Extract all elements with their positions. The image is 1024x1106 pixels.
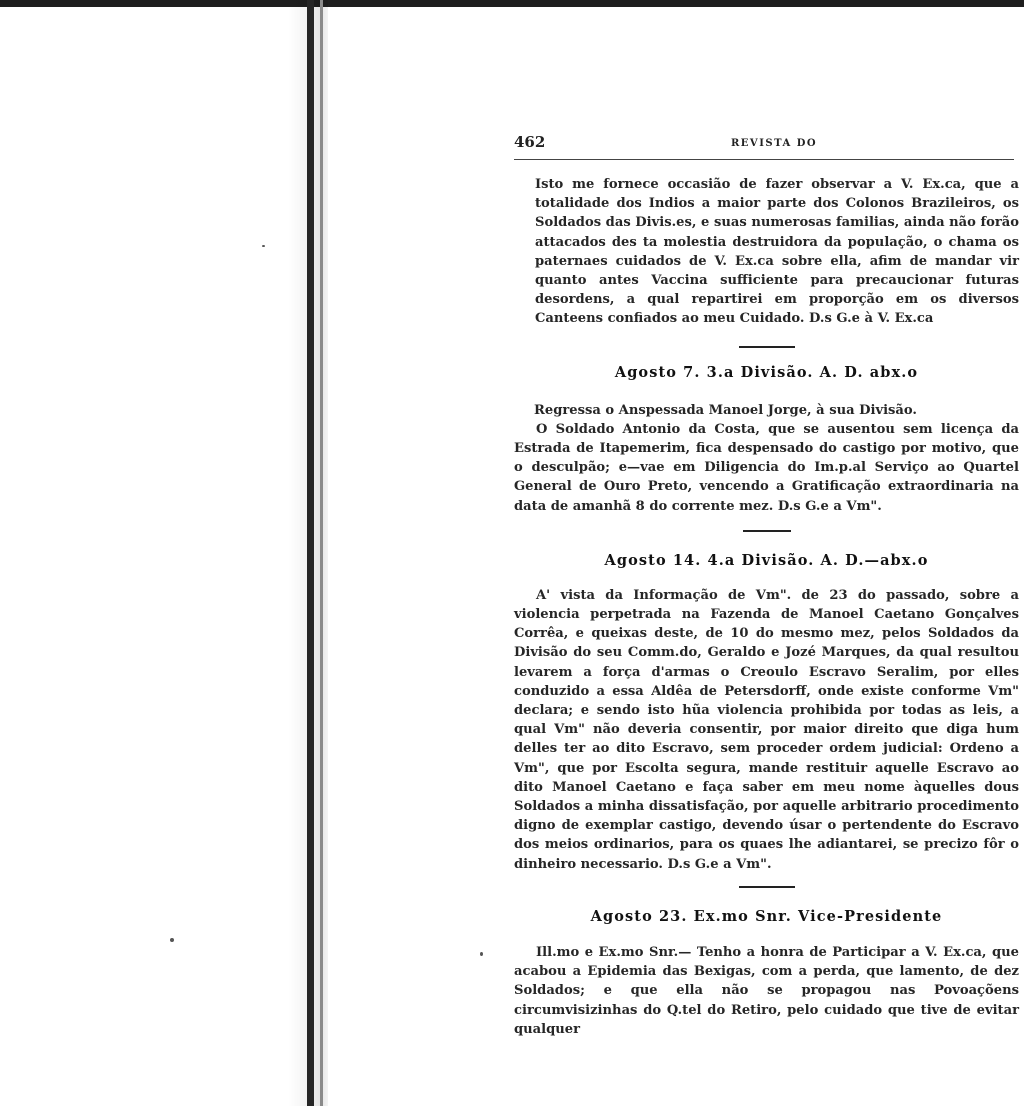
entry-heading: Agosto 14. 4.a Divisão. A. D.—abx.o xyxy=(604,551,929,569)
document-page xyxy=(514,128,1019,1039)
entry-heading: Agosto 7. 3.a Divisão. A. D. abx.o xyxy=(614,363,919,381)
header-rule xyxy=(514,159,1014,160)
scan-speck xyxy=(170,938,174,942)
entry-heading: Agosto 23. Ex.mo Snr. Vice-Presidente xyxy=(590,907,943,925)
page-header xyxy=(514,128,1019,150)
entry-paragraph: Regressa o Anspessada Manoel Jorge, à sua Divisão. xyxy=(534,402,917,418)
page-number: 462 xyxy=(514,133,546,151)
entry-paragraph: O Soldado Antonio da Costa, que se ausentou sem licença da Estrada de Itapemerim, fica despensado do castigo por motivo, que o desculpão; e—vae em Diligencia do Im.p.al Serviço ao Quartel General de Ouro Preto, vencendo a Gratificação extraordinaria na data de amanhã 8 do corrente mez. D.s G.e a Vm". xyxy=(514,421,1019,514)
entry-paragraph: Ill.mo e Ex.mo Snr.— Tenho a honra de Participar a V. Ex.ca, que acabou a Epidemia das Bexigas, com a perda, que lamento, de dez Soldados; e que ella não se propagou nas Povoaçõens circumvisizinhas do Q.tel do Retiro, pelo cuidado que tive de evitar qualquer xyxy=(514,944,1019,1037)
running-head: REVISTA DO xyxy=(731,138,818,149)
book-gutter-edge xyxy=(320,0,323,1106)
entry-paragraph: A' vista da Informação de Vm". de 23 do passado, sobre a violencia perpetrada na Fazenda de Manoel Caetano Gonçalves Corrêa, e queixas deste, de 10 do mesmo mez, pelos Soldados da Divisão do seu Comm.do, Geraldo e Jozé Marques, da qual resultou levarem a força d'armas o Creoulo Escravo Seralim, por elles conduzido a essa Aldêa de Petersdorff, onde existe conforme Vm" declara; e sendo isto hũa violencia prohibida por todas as leis, a qual Vm" não deveria consentir, por maior direito que diga hum delles ter ao dito Escravo, sem proceder ordem judicial: Ordeno a Vm", que por Escolta segura, mande restituir aquelle Escravo ao dito Manoel Caetano e faça saber em meu nome àquelles dous Soldados a minha dissatisfação, por aquelle arbitrario procedimento digno de exemplar castigo, devendo úsar o pertendente do Escravo dos meios ordinarios, para os quaes lhe adiantarei, se precizo fôr o dinheiro necessario. D.s G.e a Vm". xyxy=(514,587,1019,872)
section-separator xyxy=(739,346,795,348)
book-gutter xyxy=(307,0,314,1106)
scan-top-edge xyxy=(0,0,1024,7)
opening-paragraph: Isto me fornece occasião de fazer observar a V. Ex.ca, que a totalidade dos Indios a maior parte dos Colonos Brazileiros, os Soldados das Divis.es, e suas numerosas familias, ainda não forão attacados des ta molestia destruidora da população, o chama os paternaes cuidados de V. Ex.ca sobre ella, afim de mandar vir quanto antes Vaccina sufficiente para precaucionar futuras desordens, a qual repartirei em proporção em os diversos Canteens confiados ao meu Cuidado. D.s G.e à V. Ex.ca xyxy=(535,177,1019,327)
scan-speck xyxy=(262,245,265,247)
scan-speck xyxy=(480,952,483,956)
section-separator xyxy=(739,886,795,888)
section-separator xyxy=(743,530,791,532)
